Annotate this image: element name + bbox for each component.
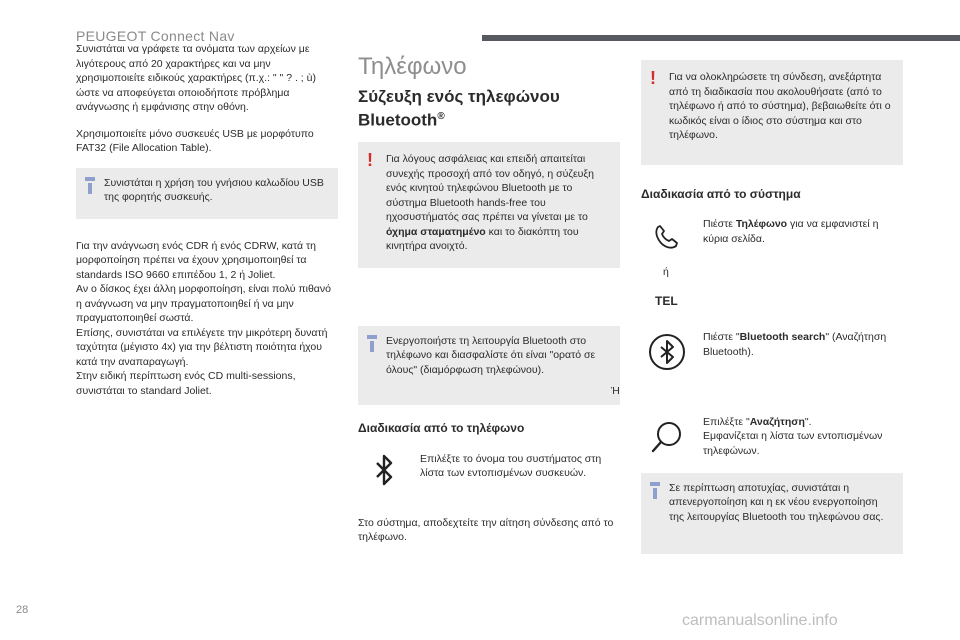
section-title-text: Σύζευξη ενός τηλεφώνου Bluetooth: [358, 86, 560, 130]
right-column: [611, 60, 903, 568]
info-note-usb-text: Συνιστάται η χρήση του γνήσιου καλωδίου USB της φορητής συσκευής.: [104, 176, 324, 203]
step-press-phone-a: Πιέστε: [703, 218, 736, 230]
step-search-c: Εμφανίζεται η λίστα των εντοπισμένων τηλεφώνων.: [703, 430, 883, 457]
warning-note-safety: [358, 142, 620, 268]
page-title: Τηλέφωνο: [358, 53, 467, 80]
warning-icon: !: [650, 68, 656, 88]
info-icon: [85, 177, 95, 194]
info-note-usb: [76, 168, 338, 219]
bluetooth-icon: [641, 330, 693, 374]
phone-icon: [641, 217, 693, 257]
tel-button-label: TEL: [655, 293, 678, 308]
page-number: 28: [16, 604, 29, 616]
step-bluetooth-search-bold: Bluetooth search: [739, 331, 826, 343]
procedure-system-title: Διαδικασία από το σύστημα: [641, 186, 801, 201]
left-para-4: Αν ο δίσκος έχει άλλη μορφοποίηση, είναι πολύ πιθανό η ανάγνωση να μην πραγματοποιηθεί ή να μην πραγματοποιηθεί σωστά.: [76, 283, 331, 324]
step-press-phone-bold: Τηλέφωνο: [735, 218, 788, 230]
left-column: [76, 42, 338, 398]
warning-icon: !: [367, 150, 373, 171]
info-note-failure: [641, 473, 903, 555]
step-search: [641, 415, 903, 459]
section-title: [358, 87, 620, 131]
bluetooth-icon: [358, 452, 410, 488]
step-select-system-text: Επιλέξτε το όνομα του συστήματος στη λίστα των εντοπισμένων συσκευών.: [420, 452, 602, 480]
step-search-a: Επιλέξτε ": [703, 415, 750, 428]
step-select-system: [358, 452, 620, 488]
step-search-b: ".: [804, 415, 812, 428]
watermark: carmanualsonline.info: [682, 612, 838, 629]
step-bluetooth-search: [641, 330, 903, 374]
info-icon: [367, 335, 377, 352]
header-rule: [482, 35, 960, 41]
warning-text-bold: όχημα σταματημένο: [386, 225, 486, 238]
header-title: PEUGEOT Connect Nav: [76, 28, 235, 44]
left-para-3: Για την ανάγνωση ενός CDR ή ενός CDRW, κατά τη μορφοποίηση πρέπει να έχουν χρησιμοποιηθεί τα standards ISO 9660 επιπέδου 1, 2 ή Joliet.: [76, 239, 316, 281]
or-big: Ή: [611, 385, 620, 397]
left-para-2: Χρησιμοποιείτε μόνο συσκευές USB με μορφότυπο FAT32 (File Allocation Table).: [76, 127, 314, 154]
info-icon: [650, 482, 660, 499]
step-search-bold: Αναζήτηση: [749, 415, 805, 428]
or-small: ή: [663, 266, 669, 278]
left-para-6: Στην ειδική περίπτωση ενός CD multi-sessions, συνιστάται το standard Joliet.: [76, 370, 296, 397]
warning-note-code: [641, 60, 903, 165]
registered-mark: ®: [437, 110, 445, 122]
step-press-phone-b: για να εμφανιστεί η κύρια σελίδα.: [703, 218, 879, 245]
step-bluetooth-search-b: " (Αναζήτηση Bluetooth).: [703, 331, 887, 358]
info-note-bluetooth-text: Ενεργοποιήστε τη λειτουργία Bluetooth στο τηλέφωνο και διασφαλίστε ότι είναι "ορατό σε όλους" (διαμόρφωση τηλεφώνου).: [386, 334, 596, 376]
left-para-5: Επίσης, συνιστάται να επιλέγετε την μικρότερη δυνατή ταχύτητα (μέγιστο 4x) για την βέλτιστη ποιότητα ήχου κατά την αναπαραγωγή.: [76, 326, 328, 368]
left-para-1: Συνιστάται να γράφετε τα ονόματα των αρχείων με λιγότερους από 20 χαρακτήρες και να μην χρησιμοποιείτε ειδικούς χαρακτήρες (π.χ.: " " ? . ; ù) ώστε να αποφεύγεται οποιοδήποτε πρόβλημα ανάγνωσης ή εμφάνισης στην οθόνη.: [76, 43, 316, 113]
info-note-bluetooth: [358, 326, 620, 406]
info-note-failure-text: Σε περίπτωση αποτυχίας, συνιστάται η απενεργοποίηση και η εκ νέου ενεργοποίηση της λειτουργίας Bluetooth του τηλεφώνου σας.: [669, 481, 884, 523]
procedure-phone-title: Διαδικασία από το τηλέφωνο: [358, 421, 525, 436]
warning-code-text: Για να ολοκληρώσετε τη σύνδεση, ανεξάρτητα από τη διαδικασία που ακολουθήσατε (από το τηλέφωνο ή από το σύστημα), βεβαιωθείτε ότι ο κωδικός είναι ο ίδιος στο σύστημα και στο τηλέφωνο.: [669, 71, 891, 141]
search-icon: [641, 415, 693, 459]
step-press-phone: [641, 217, 903, 257]
middle-column: [358, 53, 620, 545]
step-bluetooth-search-a: Πιέστε ": [703, 331, 740, 343]
warning-text-a: Για λόγους ασφάλειας και επειδή απαιτείται συνεχής προσοχή από τον οδηγό, η σύζευξη ενός κινητού τηλεφώνου Bluetooth με το σύστημα Bluetooth hands-free του ηχοσυστήματός σας πρέπει να γίνεται με το: [386, 153, 594, 224]
warning-text-b: και το διακόπτη του κινητήρα ανοιχτό.: [386, 225, 579, 253]
accept-request-text: Στο σύστημα, αποδεχτείτε την αίτηση σύνδεσης από το τηλέφωνο.: [358, 516, 614, 544]
